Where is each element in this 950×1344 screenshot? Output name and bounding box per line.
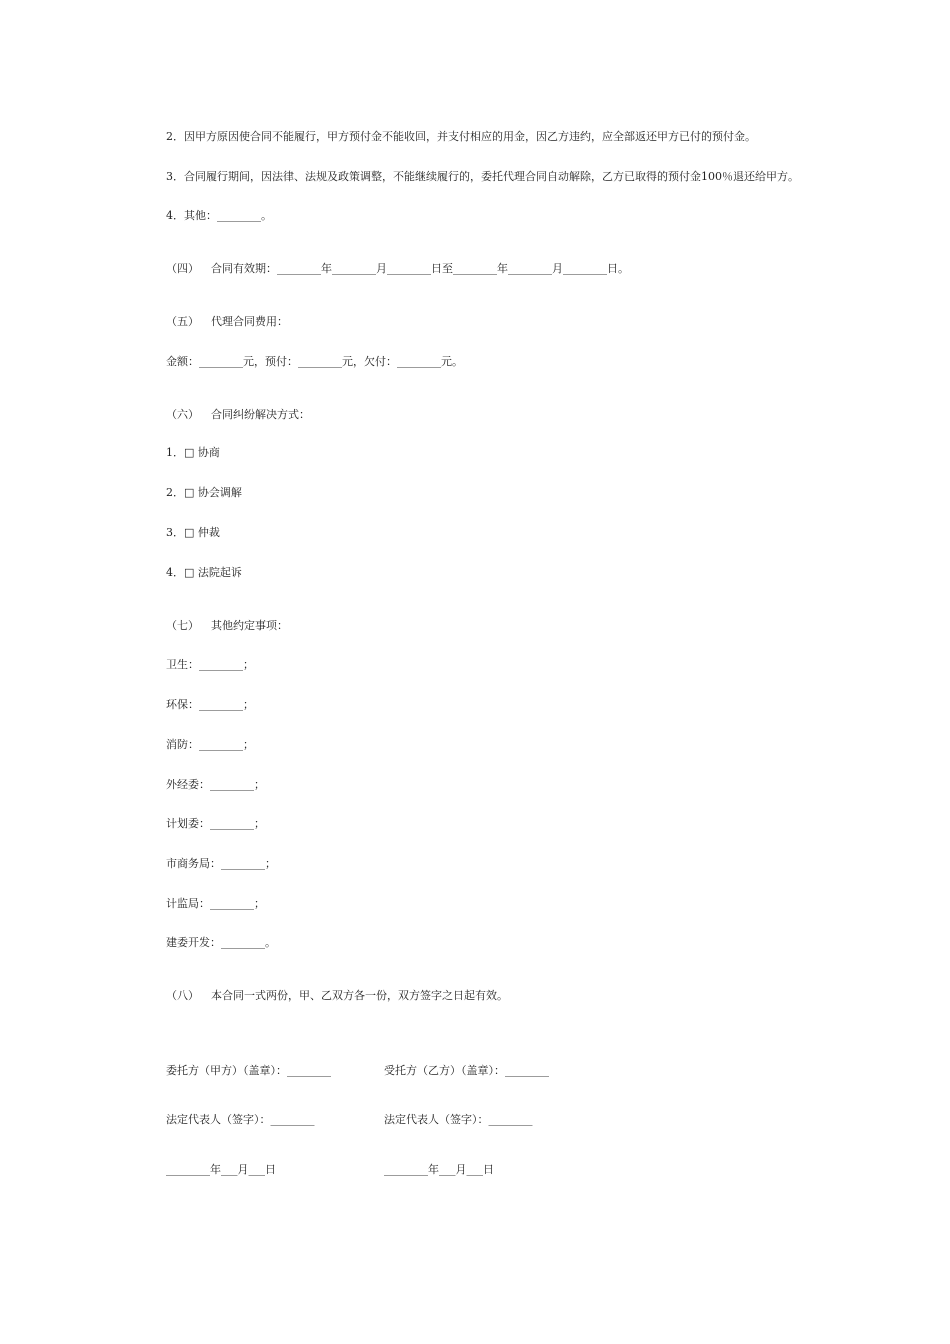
party-b-date: ________年___月___日 (384, 1163, 494, 1176)
other-item: 计监局：________； (166, 897, 265, 910)
other-item: 卫生：________； (166, 658, 254, 671)
party-a-date: ________年___月___日 (166, 1163, 276, 1176)
party-b-representative: 法定代表人（签字）：________ (384, 1113, 533, 1126)
party-a-seal: 委托方（甲方）（盖章）：________ (166, 1064, 331, 1077)
section-text: 本合同一式两份，甲、乙双方各一份，双方签字之日起有效。 (211, 989, 508, 1002)
other-item: 环保：________； (166, 698, 254, 711)
section-7-other (166, 619, 288, 633)
party-b-seal: 受托方（乙方）（盖章）：________ (384, 1064, 549, 1077)
section-text: 合同有效期：________年________月________日至________年________月________日。 (211, 262, 629, 275)
section-6-dispute (166, 408, 310, 422)
section-number: （四） (166, 262, 199, 275)
section-5-fees (166, 315, 288, 329)
dispute-option: 1．□ 协商 (166, 446, 220, 459)
other-item: 外经委：________； (166, 778, 265, 791)
clause-item-3: 3．合同履行期间，因法律、法规及政策调整，不能继续履行的，委托代理合同自动解除，乙方已取得的预付金100％退还给甲方。 (166, 170, 799, 183)
section-text: 其他约定事项： (211, 619, 288, 632)
clause-item-2: 2．因甲方原因使合同不能履行，甲方预付金不能收回，并支付相应的用金，因乙方违约，应全部返还甲方已付的预付金。 (166, 130, 756, 143)
section-8-copies (166, 989, 508, 1003)
section-number: （六） (166, 408, 199, 421)
other-item: 消防：________； (166, 738, 254, 751)
dispute-option: 4．□ 法院起诉 (166, 566, 242, 579)
section-text: 代理合同费用： (211, 315, 288, 328)
dispute-option: 2．□ 协会调解 (166, 486, 242, 499)
other-item: 建委开发：________。 (166, 936, 276, 949)
party-a-representative: 法定代表人（签字）：________ (166, 1113, 315, 1126)
section-number: （八） (166, 989, 199, 1002)
other-item: 计划委：________； (166, 817, 265, 830)
section-number: （五） (166, 315, 199, 328)
fee-amount-line: 金额：________元，预付：________元，欠付：________元。 (166, 355, 463, 368)
section-number: （七） (166, 619, 199, 632)
section-4-validity (166, 262, 629, 276)
section-text: 合同纠纷解决方式： (211, 408, 310, 421)
other-item: 市商务局：________； (166, 857, 276, 870)
dispute-option: 3．□ 仲裁 (166, 526, 220, 539)
clause-item-4: 4．其他：________。 (166, 209, 272, 222)
